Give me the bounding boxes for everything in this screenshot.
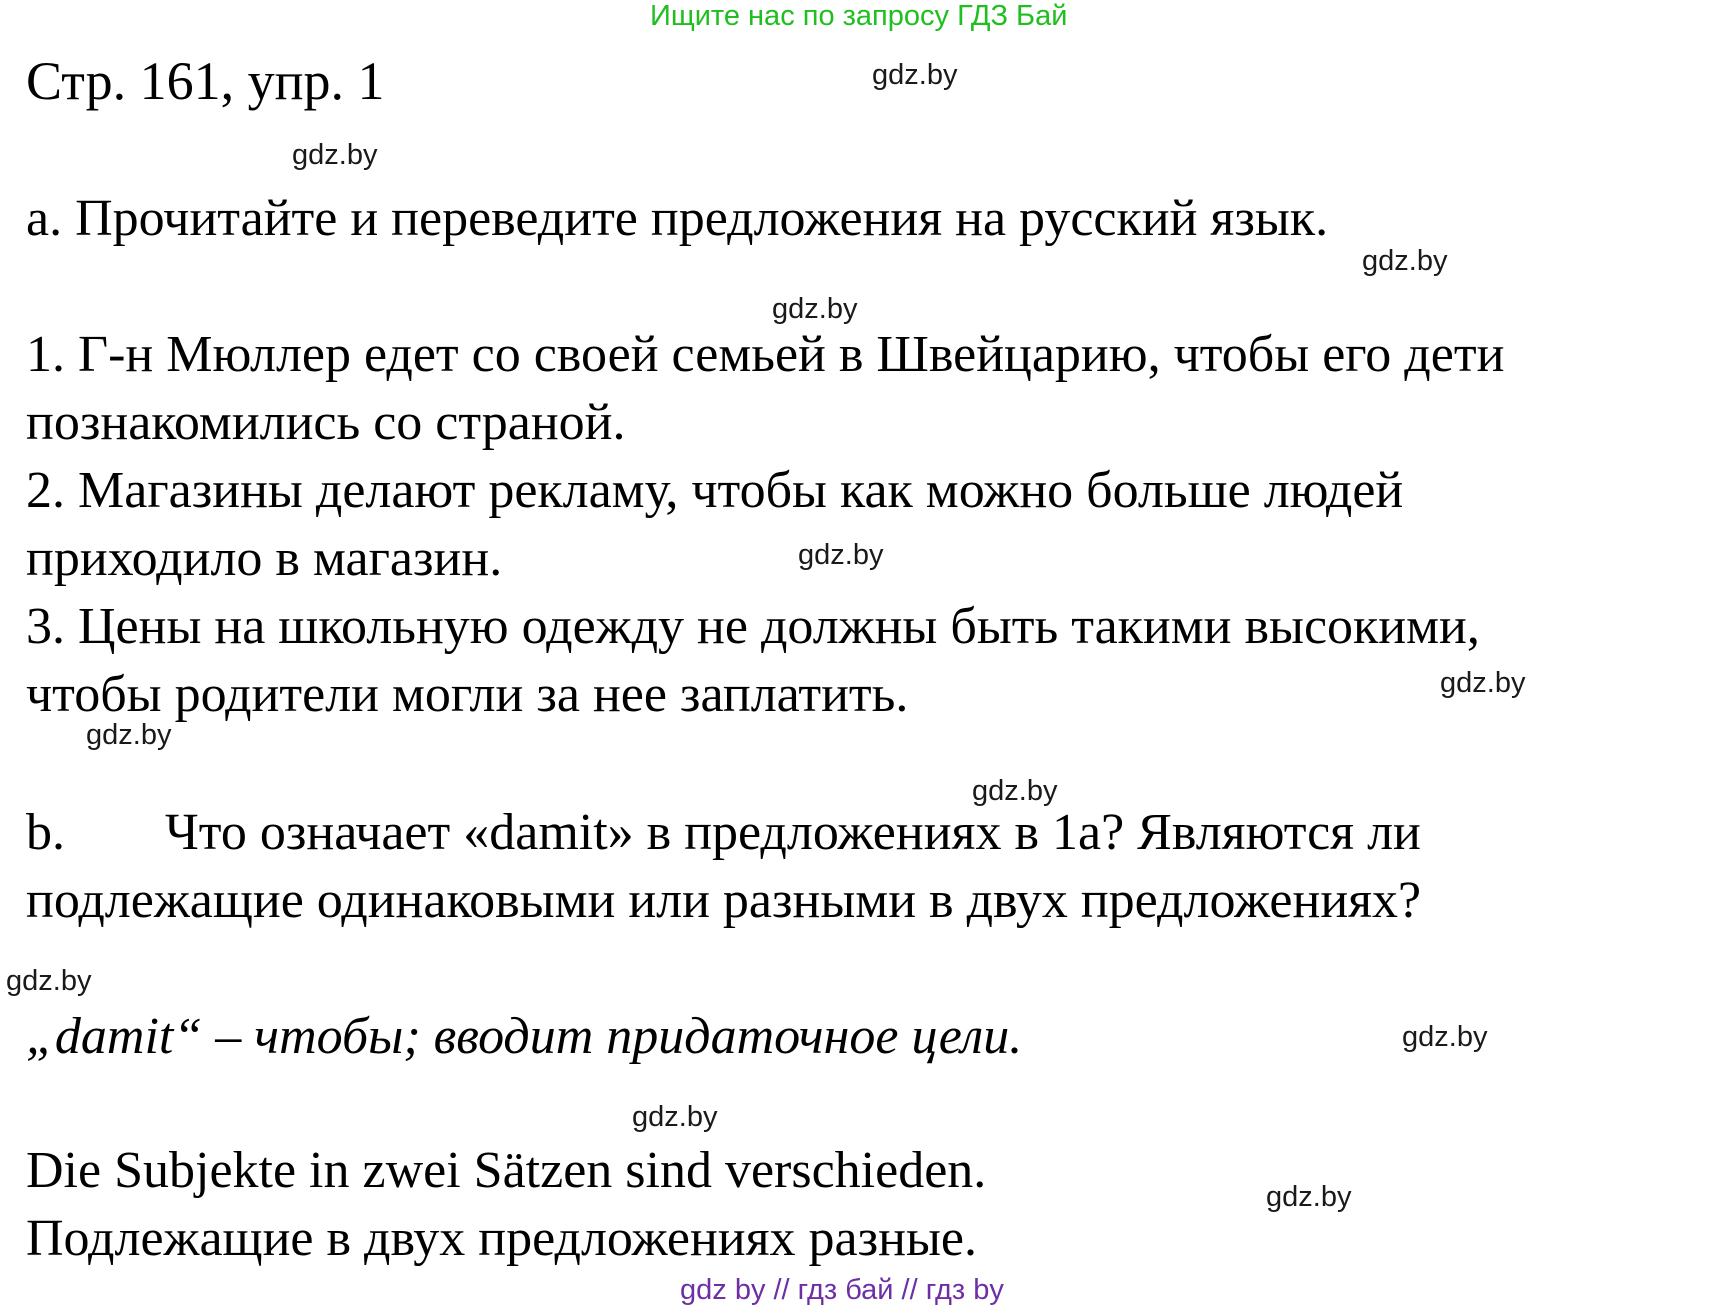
page-title: Стр. 161, упр. 1 — [26, 51, 385, 111]
task-b-line-1 — [26, 800, 1421, 866]
sentence-1-line-2: познакомились со страной. — [26, 394, 626, 451]
sentence-1-line-1: 1. Г-н Мюллер едет со своей семьей в Швейцарию, чтобы его дети — [26, 326, 1505, 383]
sentence-2-line-1: 2. Магазины делают рекламу, чтобы как можно больше людей — [26, 462, 1404, 519]
watermark: gdz.by — [6, 965, 92, 997]
answer-russian: Подлежащие в двух предложениях разные. — [26, 1210, 977, 1267]
watermark: gdz.by — [1266, 1181, 1352, 1213]
watermark: gdz.by — [798, 539, 884, 571]
watermark: gdz.by — [292, 139, 378, 171]
sentence-3-line-2: чтобы родители могли за нее заплатить. — [26, 666, 909, 723]
sentence-3-line-1: 3. Цены на школьную одежду не должны быть такими высокими, — [26, 598, 1480, 655]
watermark: gdz.by — [1402, 1021, 1488, 1053]
watermark: gdz.by — [872, 59, 958, 91]
answer-german: Die Subjekte in zwei Sätzen sind verschieden. — [26, 1142, 987, 1199]
task-a-instruction: a. Прочитайте и переведите предложения на русский язык. — [26, 190, 1329, 247]
watermark: gdz.by — [632, 1101, 718, 1133]
watermark: gdz.by — [972, 775, 1058, 807]
task-b-line-2: подлежащие одинаковыми или разными в двух предложениях? — [26, 872, 1422, 929]
watermark: gdz.by — [1440, 667, 1526, 699]
task-b-marker: b. — [26, 804, 65, 861]
watermark: gdz.by — [1362, 245, 1448, 277]
answer-damit: „damit“ – чтобы; вводит придаточное цели. — [26, 1008, 1023, 1065]
task-b-question: Что означает «damit» в предложениях в 1а? Являются ли — [165, 804, 1421, 861]
top-banner: Ищите нас по запросу ГДЗ Бай — [650, 0, 1068, 32]
footer-links: gdz by // гдз бай // гдз by — [680, 1274, 1004, 1306]
watermark: gdz.by — [772, 293, 858, 325]
watermark: gdz.by — [86, 719, 172, 751]
sentence-2-line-2: приходило в магазин. — [26, 530, 503, 587]
